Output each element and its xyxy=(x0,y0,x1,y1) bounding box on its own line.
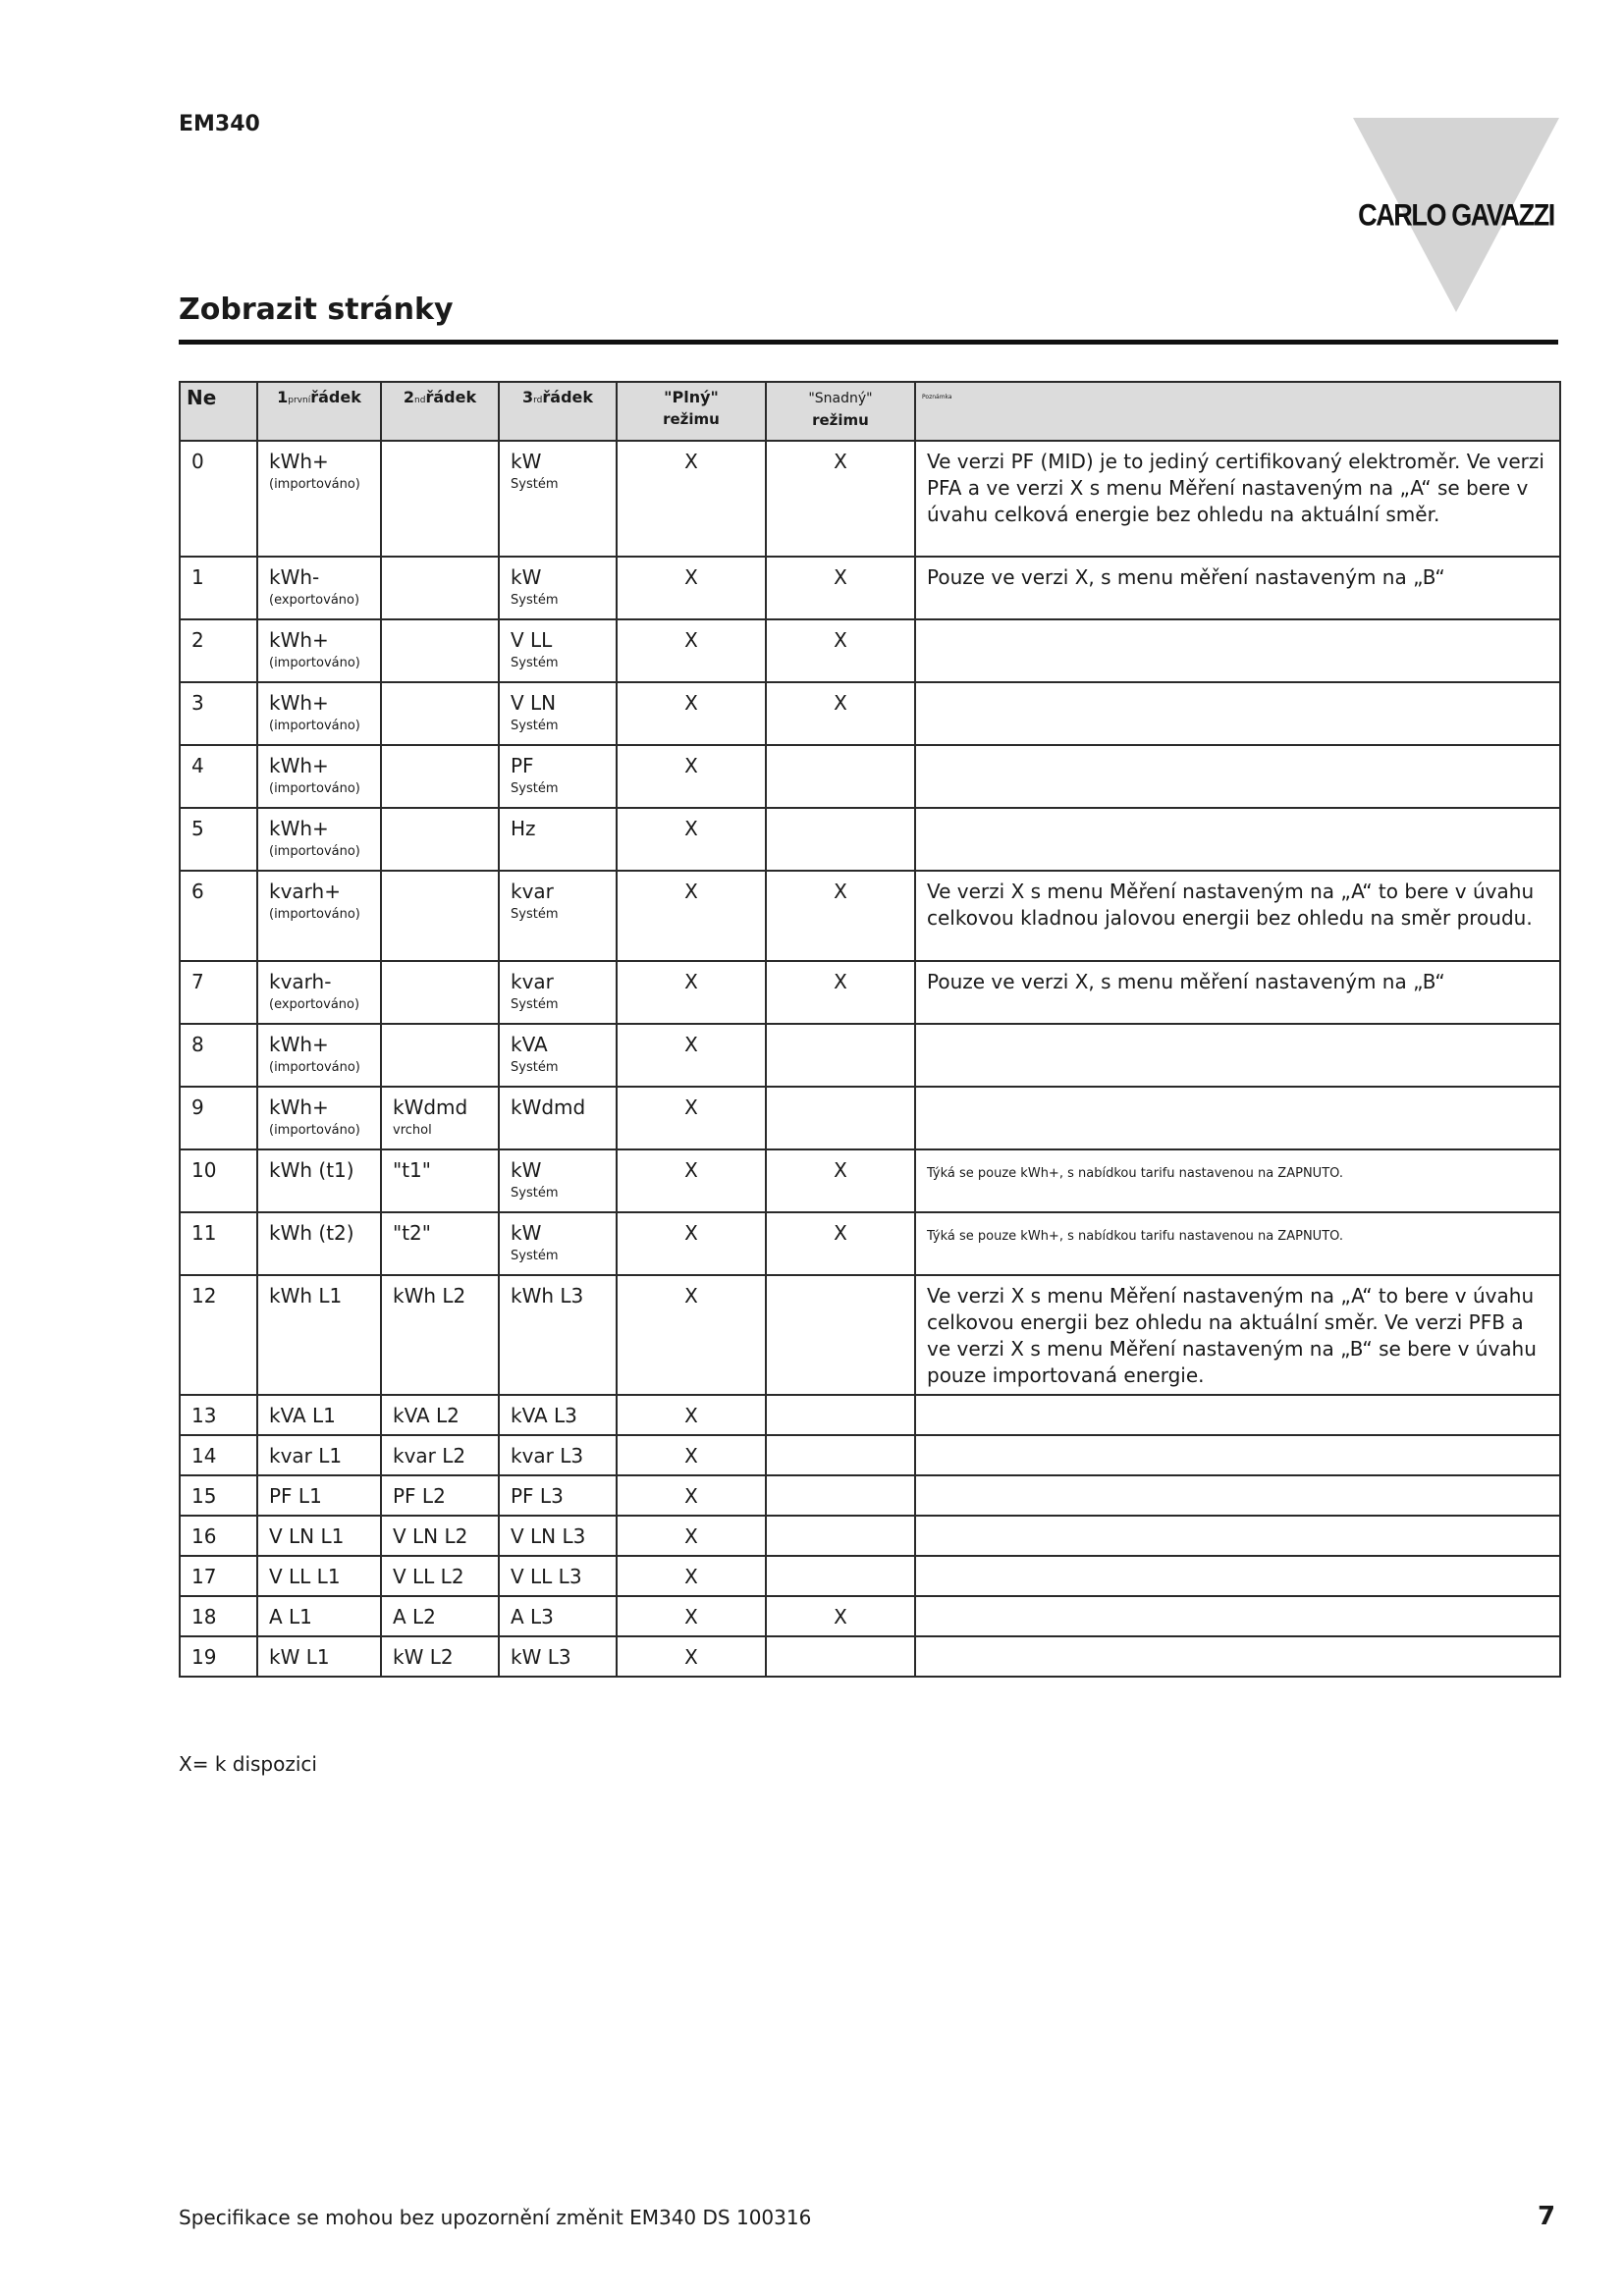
header-line3: 3rdřádek xyxy=(499,382,617,441)
cell-line3: PF L3 xyxy=(499,1475,617,1516)
cell-easy-mode xyxy=(766,1395,915,1435)
cell-full-mode: X xyxy=(617,1435,766,1475)
cell-easy-mode: X xyxy=(766,441,915,557)
cell-number: 1 xyxy=(180,557,257,619)
header-full-mode: "Plný" režimu xyxy=(617,382,766,441)
cell-line1: kVA L1 xyxy=(257,1395,381,1435)
cell-line3: kW Systém xyxy=(499,1212,617,1275)
cell-note xyxy=(915,1024,1560,1087)
section-title: Zobrazit stránky xyxy=(179,293,454,327)
cell-number: 18 xyxy=(180,1596,257,1636)
cell-line2 xyxy=(381,557,499,619)
cell-line3: kW Systém xyxy=(499,441,617,557)
cell-line3: A L3 xyxy=(499,1596,617,1636)
header-easy-mode: "Snadný" režimu xyxy=(766,382,915,441)
table-row xyxy=(180,961,1560,1024)
cell-full-mode: X xyxy=(617,1275,766,1395)
cell-note xyxy=(915,745,1560,808)
table-row xyxy=(180,557,1560,619)
cell-number: 14 xyxy=(180,1435,257,1475)
cell-number: 7 xyxy=(180,961,257,1024)
cell-easy-mode: X xyxy=(766,1212,915,1275)
cell-easy-mode: X xyxy=(766,871,915,961)
table-row xyxy=(180,441,1560,557)
cell-line1: kvar L1 xyxy=(257,1435,381,1475)
cell-easy-mode: X xyxy=(766,1149,915,1212)
cell-line2: kWdmd vrchol xyxy=(381,1087,499,1149)
cell-line2: PF L2 xyxy=(381,1475,499,1516)
header-line1: 1prvnířádek xyxy=(257,382,381,441)
cell-number: 10 xyxy=(180,1149,257,1212)
cell-line2 xyxy=(381,871,499,961)
cell-line3: kVA L3 xyxy=(499,1395,617,1435)
cell-line1: kWh (t1) xyxy=(257,1149,381,1212)
cell-line1: kWh- (exportováno) xyxy=(257,557,381,619)
cell-full-mode: X xyxy=(617,441,766,557)
cell-line3: kvar L3 xyxy=(499,1435,617,1475)
cell-line2: V LL L2 xyxy=(381,1556,499,1596)
legend: X= k dispozici xyxy=(179,1752,317,1776)
cell-line3: kvar Systém xyxy=(499,961,617,1024)
cell-number: 4 xyxy=(180,745,257,808)
brand-name: CARLO GAVAZZI xyxy=(1358,197,1554,233)
cell-easy-mode: X xyxy=(766,557,915,619)
cell-full-mode: X xyxy=(617,682,766,745)
table-header-row xyxy=(180,382,1560,441)
cell-easy-mode xyxy=(766,1636,915,1677)
cell-note: Ve verzi X s menu Měření nastaveným na „A“ to bere v úvahu celkovou energii bez ohledu na aktuální směr. Ve verzi PFB a ve verzi X s menu Měření nastaveným na „B“ se bere v úvahu pouze importovaná energie. xyxy=(915,1275,1560,1395)
cell-line3: kWh L3 xyxy=(499,1275,617,1395)
cell-line3: V LN L3 xyxy=(499,1516,617,1556)
cell-full-mode: X xyxy=(617,745,766,808)
table-row xyxy=(180,871,1560,961)
cell-line1: kWh+ (importováno) xyxy=(257,682,381,745)
table-row xyxy=(180,1475,1560,1516)
cell-line2 xyxy=(381,745,499,808)
table-row xyxy=(180,1596,1560,1636)
cell-line3: V LL L3 xyxy=(499,1556,617,1596)
cell-full-mode: X xyxy=(617,1149,766,1212)
table-body xyxy=(180,441,1560,1677)
cell-line1: kWh L1 xyxy=(257,1275,381,1395)
cell-line3: V LN Systém xyxy=(499,682,617,745)
cell-full-mode: X xyxy=(617,1395,766,1435)
table-row xyxy=(180,745,1560,808)
cell-note: Ve verzi PF (MID) je to jediný certifikovaný elektroměr. Ve verzi PFA a ve verzi X s menu Měření nastaveným na „A“ se bere v úvahu celková energie bez ohledu na aktuální směr. xyxy=(915,441,1560,557)
cell-line1: kWh+ (importováno) xyxy=(257,441,381,557)
page-number: 7 xyxy=(1538,2202,1556,2231)
cell-note: Týká se pouze kWh+, s nabídkou tarifu nastavenou na ZAPNUTO. xyxy=(915,1212,1560,1275)
cell-full-mode: X xyxy=(617,1516,766,1556)
cell-easy-mode xyxy=(766,1087,915,1149)
cell-easy-mode: X xyxy=(766,961,915,1024)
cell-line1: kWh+ (importováno) xyxy=(257,808,381,871)
cell-line1: kvarh+ (importováno) xyxy=(257,871,381,961)
cell-line1: kWh (t2) xyxy=(257,1212,381,1275)
cell-number: 15 xyxy=(180,1475,257,1516)
cell-note xyxy=(915,1596,1560,1636)
cell-easy-mode: X xyxy=(766,1596,915,1636)
cell-full-mode: X xyxy=(617,1636,766,1677)
cell-line2 xyxy=(381,1024,499,1087)
cell-full-mode: X xyxy=(617,557,766,619)
cell-full-mode: X xyxy=(617,1596,766,1636)
cell-number: 2 xyxy=(180,619,257,682)
cell-line2: "t2" xyxy=(381,1212,499,1275)
table-row xyxy=(180,1636,1560,1677)
cell-line1: A L1 xyxy=(257,1596,381,1636)
cell-number: 19 xyxy=(180,1636,257,1677)
cell-easy-mode: X xyxy=(766,682,915,745)
cell-note xyxy=(915,1475,1560,1516)
footer-text: Specifikace se mohou bez upozornění změnit EM340 DS 100316 xyxy=(179,2206,812,2229)
cell-easy-mode xyxy=(766,1435,915,1475)
cell-easy-mode xyxy=(766,1024,915,1087)
cell-note xyxy=(915,682,1560,745)
cell-line3: kVA Systém xyxy=(499,1024,617,1087)
cell-note xyxy=(915,1516,1560,1556)
cell-easy-mode xyxy=(766,1556,915,1596)
cell-full-mode: X xyxy=(617,1212,766,1275)
cell-line1: V LL L1 xyxy=(257,1556,381,1596)
cell-full-mode: X xyxy=(617,1556,766,1596)
display-pages-table xyxy=(179,381,1561,1678)
cell-line2 xyxy=(381,619,499,682)
header-ne: Ne xyxy=(180,382,257,441)
cell-line3: V LL Systém xyxy=(499,619,617,682)
cell-line2 xyxy=(381,961,499,1024)
cell-note xyxy=(915,1395,1560,1435)
cell-line2: kvar L2 xyxy=(381,1435,499,1475)
cell-note xyxy=(915,619,1560,682)
cell-line1: kWh+ (importováno) xyxy=(257,745,381,808)
title-divider xyxy=(179,340,1558,345)
cell-line3: Hz xyxy=(499,808,617,871)
cell-note: Pouze ve verzi X, s menu měření nastaveným na „B“ xyxy=(915,961,1560,1024)
cell-easy-mode xyxy=(766,1275,915,1395)
cell-line3: kW Systém xyxy=(499,1149,617,1212)
cell-line2 xyxy=(381,682,499,745)
cell-number: 5 xyxy=(180,808,257,871)
cell-line2: A L2 xyxy=(381,1596,499,1636)
header-note: Poznámka xyxy=(915,382,1560,441)
table-row xyxy=(180,1024,1560,1087)
cell-line1: kWh+ (importováno) xyxy=(257,1024,381,1087)
table-row xyxy=(180,1275,1560,1395)
table-row xyxy=(180,619,1560,682)
table-row xyxy=(180,1395,1560,1435)
table-row xyxy=(180,682,1560,745)
cell-note xyxy=(915,1556,1560,1596)
cell-full-mode: X xyxy=(617,1024,766,1087)
cell-line1: PF L1 xyxy=(257,1475,381,1516)
cell-line1: kWh+ (importováno) xyxy=(257,619,381,682)
table-row xyxy=(180,1212,1560,1275)
cell-easy-mode xyxy=(766,808,915,871)
brand-logo xyxy=(1353,118,1559,312)
table-row xyxy=(180,808,1560,871)
cell-line2: kWh L2 xyxy=(381,1275,499,1395)
cell-full-mode: X xyxy=(617,871,766,961)
cell-line1: kWh+ (importováno) xyxy=(257,1087,381,1149)
cell-full-mode: X xyxy=(617,1087,766,1149)
cell-number: 8 xyxy=(180,1024,257,1087)
table-row xyxy=(180,1556,1560,1596)
header-line2: 2ndřádek xyxy=(381,382,499,441)
cell-easy-mode xyxy=(766,1516,915,1556)
cell-line3: kvar Systém xyxy=(499,871,617,961)
cell-note xyxy=(915,1087,1560,1149)
cell-note xyxy=(915,1435,1560,1475)
cell-line3: kW L3 xyxy=(499,1636,617,1677)
cell-number: 17 xyxy=(180,1556,257,1596)
cell-line3: kW Systém xyxy=(499,557,617,619)
cell-line2: V LN L2 xyxy=(381,1516,499,1556)
cell-note xyxy=(915,808,1560,871)
cell-number: 12 xyxy=(180,1275,257,1395)
cell-number: 9 xyxy=(180,1087,257,1149)
cell-full-mode: X xyxy=(617,961,766,1024)
cell-full-mode: X xyxy=(617,808,766,871)
document-code: EM340 xyxy=(179,112,260,136)
cell-easy-mode xyxy=(766,745,915,808)
cell-line3: kWdmd xyxy=(499,1087,617,1149)
cell-note xyxy=(915,1636,1560,1677)
cell-note: Ve verzi X s menu Měření nastaveným na „A“ to bere v úvahu celkovou kladnou jalovou energii bez ohledu na směr proudu. xyxy=(915,871,1560,961)
table-row xyxy=(180,1149,1560,1212)
cell-line1: kvarh- (exportováno) xyxy=(257,961,381,1024)
cell-number: 13 xyxy=(180,1395,257,1435)
cell-full-mode: X xyxy=(617,619,766,682)
cell-number: 11 xyxy=(180,1212,257,1275)
cell-number: 16 xyxy=(180,1516,257,1556)
cell-easy-mode: X xyxy=(766,619,915,682)
cell-line3: PF Systém xyxy=(499,745,617,808)
cell-note: Týká se pouze kWh+, s nabídkou tarifu nastavenou na ZAPNUTO. xyxy=(915,1149,1560,1212)
cell-easy-mode xyxy=(766,1475,915,1516)
cell-line2: kVA L2 xyxy=(381,1395,499,1435)
cell-number: 6 xyxy=(180,871,257,961)
cell-line1: V LN L1 xyxy=(257,1516,381,1556)
cell-line2: kW L2 xyxy=(381,1636,499,1677)
cell-line2 xyxy=(381,808,499,871)
cell-line1: kW L1 xyxy=(257,1636,381,1677)
cell-full-mode: X xyxy=(617,1475,766,1516)
table-row xyxy=(180,1516,1560,1556)
table-row xyxy=(180,1087,1560,1149)
cell-line2 xyxy=(381,441,499,557)
cell-note: Pouze ve verzi X, s menu měření nastaveným na „B“ xyxy=(915,557,1560,619)
cell-number: 0 xyxy=(180,441,257,557)
table-row xyxy=(180,1435,1560,1475)
cell-line2: "t1" xyxy=(381,1149,499,1212)
cell-number: 3 xyxy=(180,682,257,745)
